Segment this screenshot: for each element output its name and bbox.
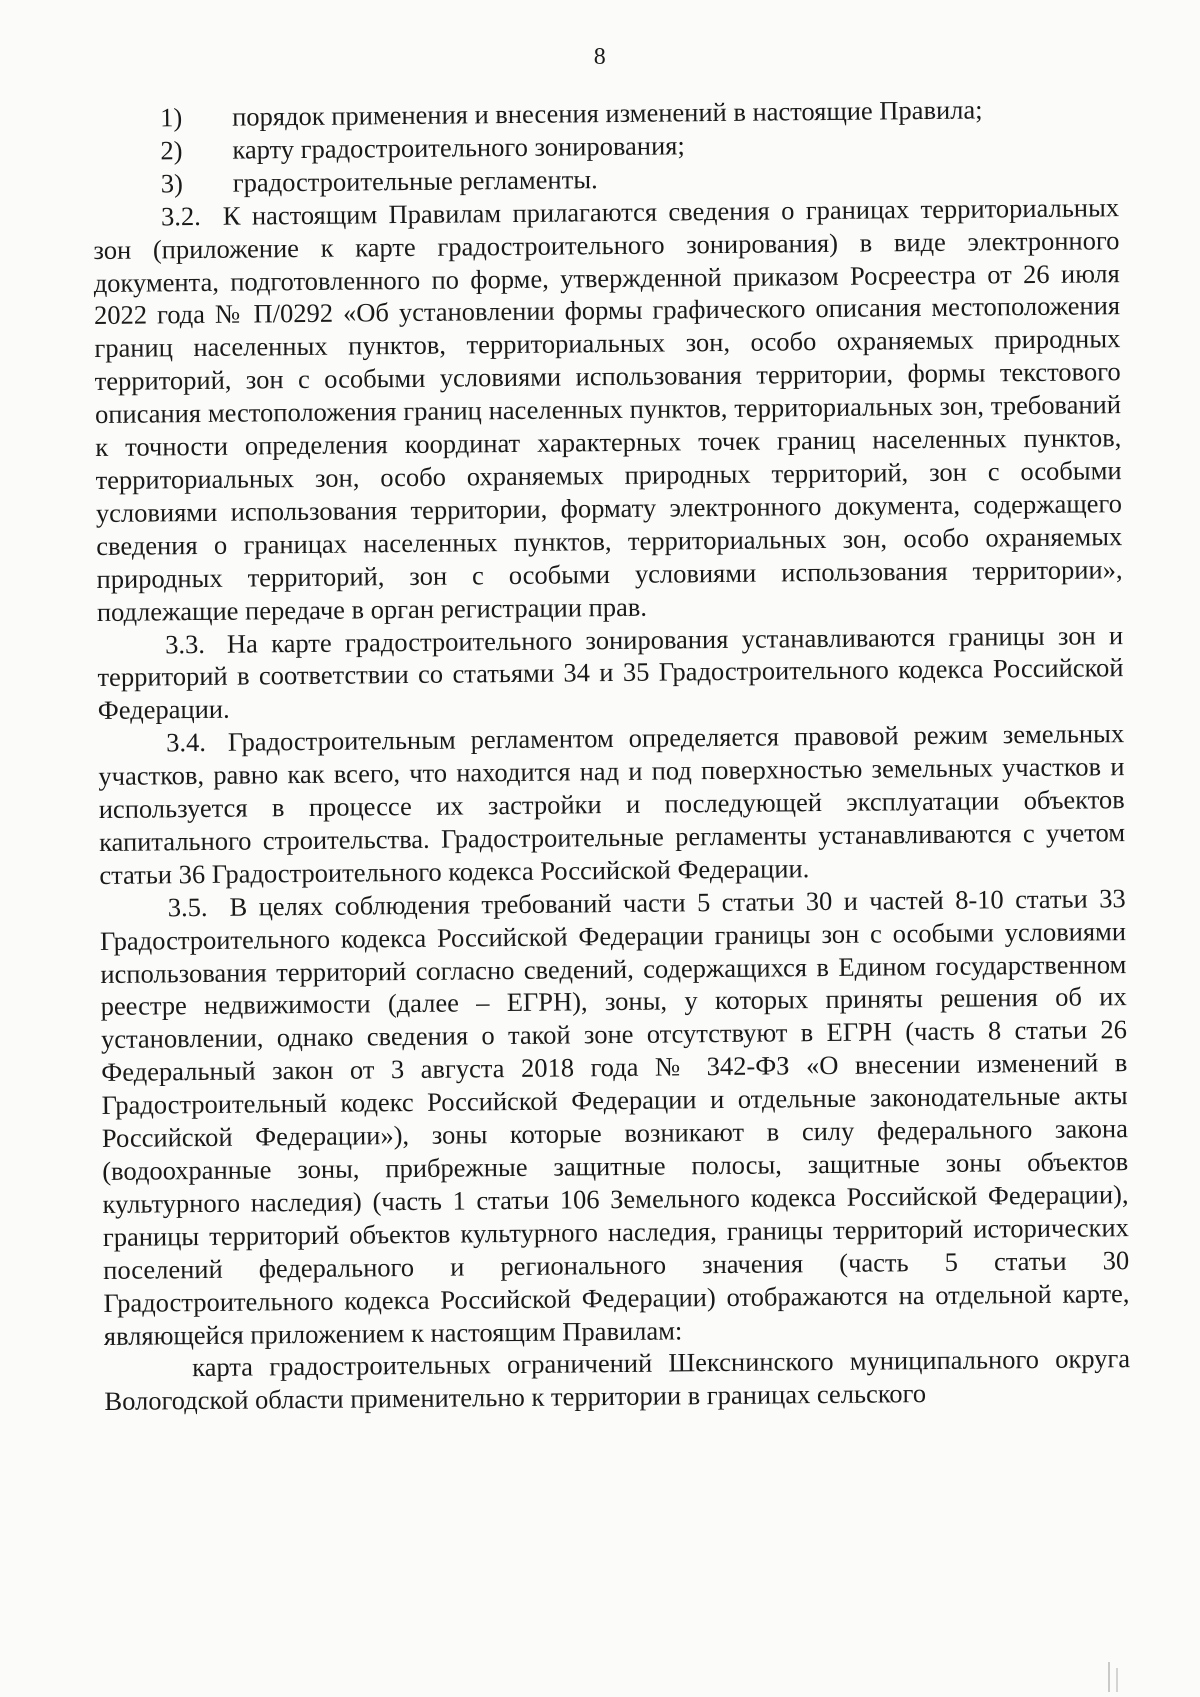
list-text: порядок применения и внесения изменений в настоящие Правила; bbox=[232, 94, 983, 132]
clause-3-2 bbox=[93, 191, 1123, 629]
clause-number: 3.3. bbox=[165, 628, 206, 659]
clause-text: Градостроительным регламентом определяется правовой режим земельных участков, равно как всего, что находится над и под поверхностью земельных участков и используется в процессе их застройки и последующей эксплуатации объектов капитального строительства. Градостроительные регламенты устанавливаются с учетом статьи 36 Градостроительного кодекса Российской Федерации. bbox=[98, 718, 1126, 890]
clause-number: 3.5. bbox=[167, 891, 208, 923]
scan-artifact bbox=[1116, 1668, 1118, 1692]
clause-text: К настоящим Правилам прилагаются сведения о границах территориальных зон (приложение к карте градостроительного зонирования) в виде электронного документа, подготовленного по форме, утвержденной приказом Росреестра от 26 июля 2022 года № П/0292 «Об установлении формы графического описания местоположения границ населенных пунктов, территориальных зон, особо охраняемых природных территорий, зон с особыми условиями использования территории, формы текстового описания местоположения границ населенных пунктов, территориальных зон, требований к точности определения координат характерных точек границ населенных пунктов, территориальных зон, особо охраняемых природных территорий, зон с особыми условиями использования территории, формату электронного документа, содержащего сведения о границах населенных пунктов, территориальных зон, особо охраняемых природных территорий, зон с особыми условиями использования территории», подлежащие передаче в орган регистрации прав. bbox=[93, 191, 1123, 627]
page-number: 8 bbox=[593, 44, 607, 70]
clause-3-4 bbox=[98, 717, 1126, 891]
clause-3-3 bbox=[97, 619, 1124, 728]
clause-3-5 bbox=[100, 882, 1130, 1353]
clause-number: 3.4. bbox=[166, 727, 207, 758]
clause-text: В целях соблюдения требований части 5 статьи 30 и частей 8-10 статьи 33 Градостроительного кодекса Российской Федерации границы зон с особыми условиями использования территорий согласно сведений, содержащихся в Едином государственном реестре недвижимости (далее – ЕГРН), зоны, у которых приняты решения об их установлении, однако сведения о такой зоне отсутствуют в ЕГРН (часть 8 статьи 26 Федеральный закон от 3 августа 2018 года № 342-ФЗ «О внесении изменений в Градостроительный кодекс Российской Федерации и отдельные законодательные акты Российской Федерации»), зоны которые возникают в силу федерального закона (водоохранные зоны, прибрежные защитные полосы, защитные зоны объектов культурного наследия) (часть 1 статьи 106 Земельного кодекса Российской Федерации), границы территорий объектов культурного наследия, границы территорий исторических поселений федерального и регионального значения (часть 5 статьи 30 Градостроительного кодекса Российской Федерации) отображаются на отдельной карте, являющейся приложением к настоящим Правилам: bbox=[99, 882, 1130, 1351]
list-text: градостроительные регламенты. bbox=[232, 163, 598, 198]
scan-artifact bbox=[1108, 1662, 1110, 1692]
clause-number: 3.2. bbox=[160, 200, 201, 232]
list-number: 1) bbox=[160, 102, 183, 133]
closing-paragraph: карта градостроительных ограничений Шекснинского муниципального округа Вологодской области применительно к территории в границах сельского bbox=[104, 1343, 1131, 1417]
list-number: 3) bbox=[160, 167, 184, 199]
list-number: 2) bbox=[160, 135, 183, 166]
list-text: карту градостроительного зонирования; bbox=[232, 130, 685, 165]
clause-text: На карте градостроительного зонирования устанавливаются границы зон и территорий в соответствии со статьями 34 и 35 Градостроительного кодекса Российской Федерации. bbox=[97, 619, 1124, 726]
document-body bbox=[92, 92, 1131, 1418]
